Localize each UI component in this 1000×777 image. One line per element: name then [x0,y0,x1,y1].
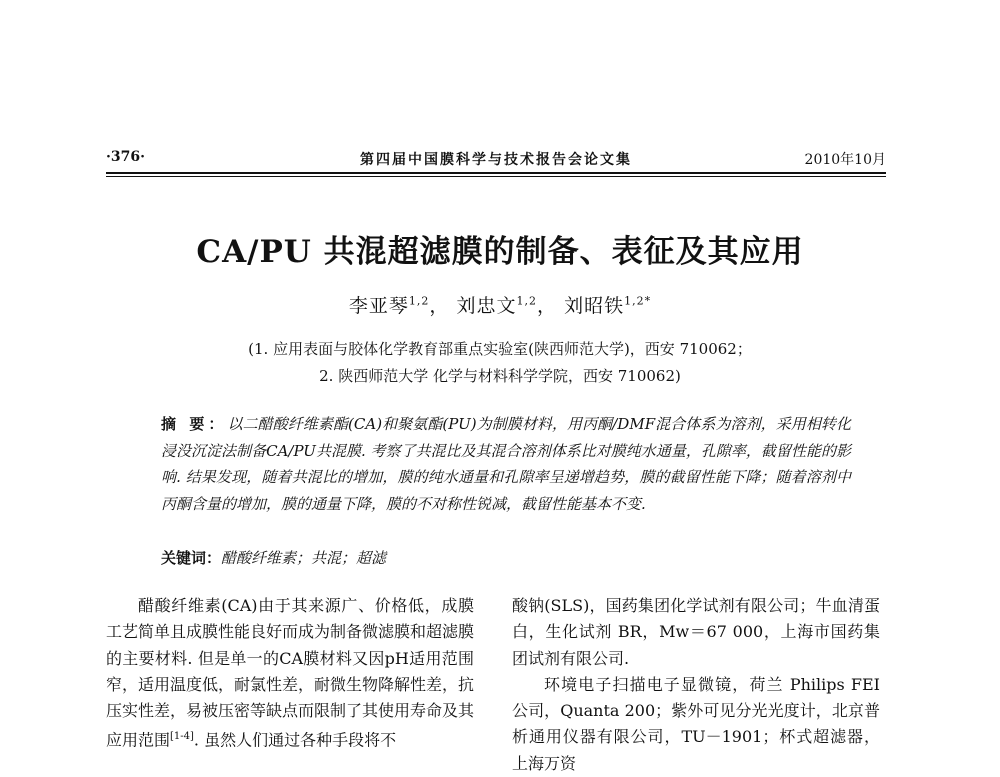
body-column-left [106,593,474,754]
paragraph-text: 醋酸纤维素(CA)由于其来源广、价格低，成膜工艺简单且成膜性能良好而成为制备微滤膜和超滤膜的主要材料. 但是单一的CA膜材料又因pH适用范围窄，适用温度低，耐氯性差，耐微生物降解性差，抗压实性差，易被压密等缺点而限制了其使用寿命及其应用范围 [106,596,475,750]
author-affiliation-mark: 1,2 [408,294,430,308]
author-affiliation-mark: 1,2* [624,294,652,308]
abstract [161,411,851,517]
keywords [161,545,851,571]
author-name: 刘昭铁 [564,295,625,317]
author-affiliation-mark: 1,2 [516,294,537,308]
body-paragraph [106,593,474,754]
affiliation-2: 2. 陕西师范大学 化学与材料科学学院，西安 710062) [319,367,681,385]
abstract-label: 摘 要： [161,415,228,433]
author-list [0,291,1000,318]
page-number: ·376· [106,149,145,165]
citation-mark: [1-4] [170,731,194,743]
keywords-text: 醋酸纤维素；共混；超滤 [221,549,387,567]
paragraph-text-tail: . 虽然人们通过各种手段将不 [193,730,397,750]
body-column-right [512,593,880,777]
header-rule-thin [106,176,886,177]
keywords-label: 关键词： [161,549,222,567]
journal-name: 第四届中国膜科学与技术报告会论文集 [360,152,632,168]
body-paragraph: 环境电子扫描电子显微镜，荷兰 Philips FEI 公司，Quanta 200；紫外可见分光光度计，北京普析通用仪器有限公司，TU－1901；杯式超滤器，上海万资 [512,674,880,773]
body-paragraph: 酸钠(SLS)，国药集团化学试剂有限公司；牛血清蛋白，生化试剂 BR，Mw＝67 000，上海市国药集团试剂有限公司. [512,596,880,668]
affiliation-1: (1. 应用表面与胶体化学教育部重点实验室(陕西师范大学)，西安 710062； [248,340,752,358]
author-separator: ， [429,295,450,317]
abstract-text: 以二醋酸纤维素酯(CA)和聚氨酯(PU)为制膜材料，用丙酮/DMF混合体系为溶剂，采用相转化浸没沉淀法制备CA/PU共混膜. 考察了共混比及其混合溶剂体系比对膜纯水通量，孔隙率，截留性能的影响. 结果发现，随着共混比的增加，膜的纯水通量和孔隙率呈递增趋势，膜的截留性能下降；随着溶剂中丙酮含量的增加，膜的通量下降，膜的不对称性锐减，截留性能基本不变. [161,415,851,513]
author-name: 李亚琴 [348,295,409,317]
running-header [106,149,886,171]
author-name: 刘忠文 [456,295,517,317]
paper-title: CA/PU 共混超滤膜的制备、表征及其应用 [196,234,804,270]
author-separator: ， [537,295,558,317]
header-rule-thick [106,172,886,174]
publication-date: 2010年10月 [804,152,886,168]
